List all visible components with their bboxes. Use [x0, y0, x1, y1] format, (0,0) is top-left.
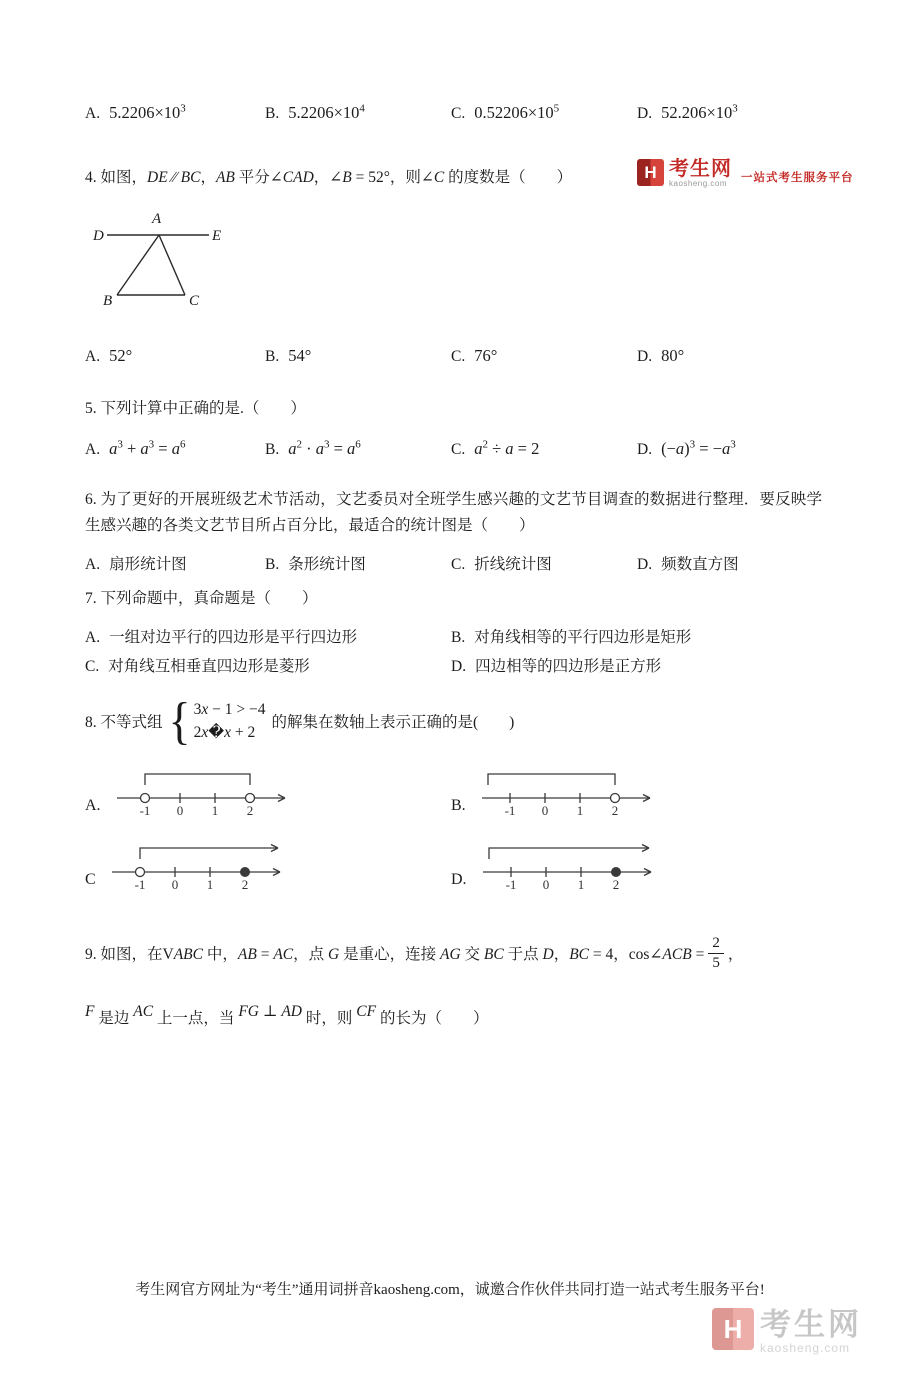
fraction-2-5: $\frac{2}{5}$ — [708, 935, 724, 973]
q6-option-a: A. 扇形统计图 — [85, 556, 187, 573]
numberline-option-c: C -1 0 1 2 — [85, 840, 451, 892]
question-9-text-line2: F 是边 AC 上一点，当 FG ⊥ AD 时，则 CF 的长为（ ） — [85, 1002, 489, 1027]
question-6-options — [85, 552, 822, 574]
question-7-options-row-1 — [85, 625, 822, 647]
svg-text:2: 2 — [612, 877, 619, 892]
q3-option-c: C. $0.52206\times 10^5$ — [451, 102, 560, 122]
question-5-text: 5. 下列计算中正确的是.（ ） — [85, 399, 306, 417]
kaosheng-logo-icon: H — [637, 159, 664, 186]
svg-text:2: 2 — [246, 803, 253, 818]
figure-label-d: D — [93, 227, 104, 244]
q5-option-c: C. $a^2 \div a = 2$ — [451, 438, 540, 458]
svg-text:1: 1 — [211, 803, 218, 818]
figure-label-b: B — [103, 292, 113, 307]
q5-option-a: A. $a^3 + a^3 = a^6$ — [85, 438, 186, 458]
q3-option-b: B. $5.2206\times 10^4$ — [265, 102, 365, 122]
footer-slogan: 考生网官方网址为“考生”通用词拼音kaosheng.com，诚邀合作伙伴共同打造一站式考生服务平台! — [135, 1282, 765, 1298]
figure-label-e: E — [212, 227, 222, 244]
q4-option-c: C. 76° — [451, 345, 498, 365]
figure-label-a: A — [152, 210, 162, 227]
q6-option-c: C. 折线统计图 — [451, 556, 552, 573]
q7-option-d: D. 四边相等的四边形是正方形 — [451, 658, 662, 675]
q6-option-d: D. 频数直方图 — [637, 556, 739, 573]
numberline-option-b: B. -1 0 1 2 — [451, 766, 822, 818]
question-4-options — [85, 346, 822, 366]
numberline-figure-b — [480, 766, 658, 818]
watermark-name: 考生网 — [760, 1307, 862, 1342]
brand-name: 考生网 — [669, 158, 732, 180]
question-6-text: 6. 为了更好的开展班级艺术节活动，文艺委员对全班学生感兴趣的文艺节目调查的数据进行整理．要反映学生感兴趣的各类文艺节目所占百分比，最适合的统计图是（ ） — [85, 491, 822, 534]
q5-option-b: B. $a^2 \cdot a^3 = a^6$ — [265, 438, 361, 458]
question-9-text: 9. 如图，在VABC 中，AB = AC，点 G 是重心，连接 AG 交 BC 于点 D，BC = 4，cos∠ACB = $\frac{2}{5}$ ， — [85, 935, 744, 972]
svg-text:1: 1 — [206, 877, 213, 892]
brand-tagline: 一站式考生服务平台 — [741, 172, 854, 184]
q8-numberlines-row-1 — [85, 766, 822, 818]
svg-text:-1: -1 — [134, 877, 146, 892]
svg-text:2: 2 — [611, 803, 618, 818]
question-7-text: 7. 下列命题中，真命题是（ ） — [85, 590, 318, 607]
svg-text:-1: -1 — [504, 803, 516, 818]
exam-page — [0, 102, 900, 1375]
kaosheng-watermark — [712, 1308, 862, 1355]
q4-option-d: D. 80° — [637, 345, 685, 365]
q7-option-b: B. 对角线相等的平行四边形是矩形 — [451, 629, 692, 646]
q6-option-b: B. 条形统计图 — [265, 556, 366, 573]
svg-text:0: 0 — [542, 877, 549, 892]
svg-text:2: 2 — [241, 877, 248, 892]
brand-domain: kaosheng.com — [669, 179, 728, 188]
question-7-options-row-2 — [85, 654, 822, 676]
question-4-text: 4. 如图，DE ∕∕ BC，AB 平分∠CAD，∠B = 52°，则∠C 的度数是（ ） — [85, 168, 573, 186]
inequality-2: 2x�x + 2 — [193, 723, 256, 741]
numberline-option-d: D. -1 0 1 2 — [451, 840, 822, 892]
q5-option-d: D. $(-a)^3 = -a^3$ — [637, 438, 736, 458]
svg-text:0: 0 — [176, 803, 183, 818]
question-3-options — [85, 102, 822, 123]
inequality-1: 3x − 1 > −4 — [193, 700, 266, 718]
q8-numberlines-row-2 — [85, 840, 822, 892]
q4-option-a: A. 52° — [85, 345, 133, 365]
question-8-text: 8. 不等式组 { 3x − 1 > −4 2x�x + 2 的解集在数轴上表示正确的是( ) — [85, 691, 515, 749]
svg-text:-1: -1 — [139, 803, 150, 818]
numberline-option-a: A. -1 0 1 2 — [85, 766, 451, 818]
watermark-domain: kaosheng.com — [760, 1341, 851, 1355]
kaosheng-logo — [637, 159, 854, 189]
question-4-figure — [91, 207, 226, 307]
watermark-logo-icon: H — [712, 1308, 754, 1350]
brace-glyph: { — [168, 691, 191, 749]
q3-option-a: A. $5.2206\times 10^3$ — [85, 102, 186, 122]
figure-label-c: C — [189, 292, 200, 307]
numberline-figure-c — [110, 840, 288, 892]
svg-text:1: 1 — [577, 877, 584, 892]
svg-text:1: 1 — [576, 803, 583, 818]
question-5-options — [85, 439, 822, 460]
numberline-figure-d — [481, 840, 659, 892]
q4-option-b: B. 54° — [265, 345, 312, 365]
q7-option-a: A. 一组对边平行的四边形是平行四边形 — [85, 629, 358, 646]
svg-text:0: 0 — [541, 803, 548, 818]
numberline-figure-a — [115, 766, 293, 818]
inequality-system — [168, 691, 266, 749]
svg-text:0: 0 — [171, 877, 178, 892]
q7-option-c: C. 对角线互相垂直四边形是菱形 — [85, 658, 310, 675]
q3-option-d: D. $52.206\times 10^3$ — [637, 102, 738, 122]
svg-text:-1: -1 — [505, 877, 516, 892]
